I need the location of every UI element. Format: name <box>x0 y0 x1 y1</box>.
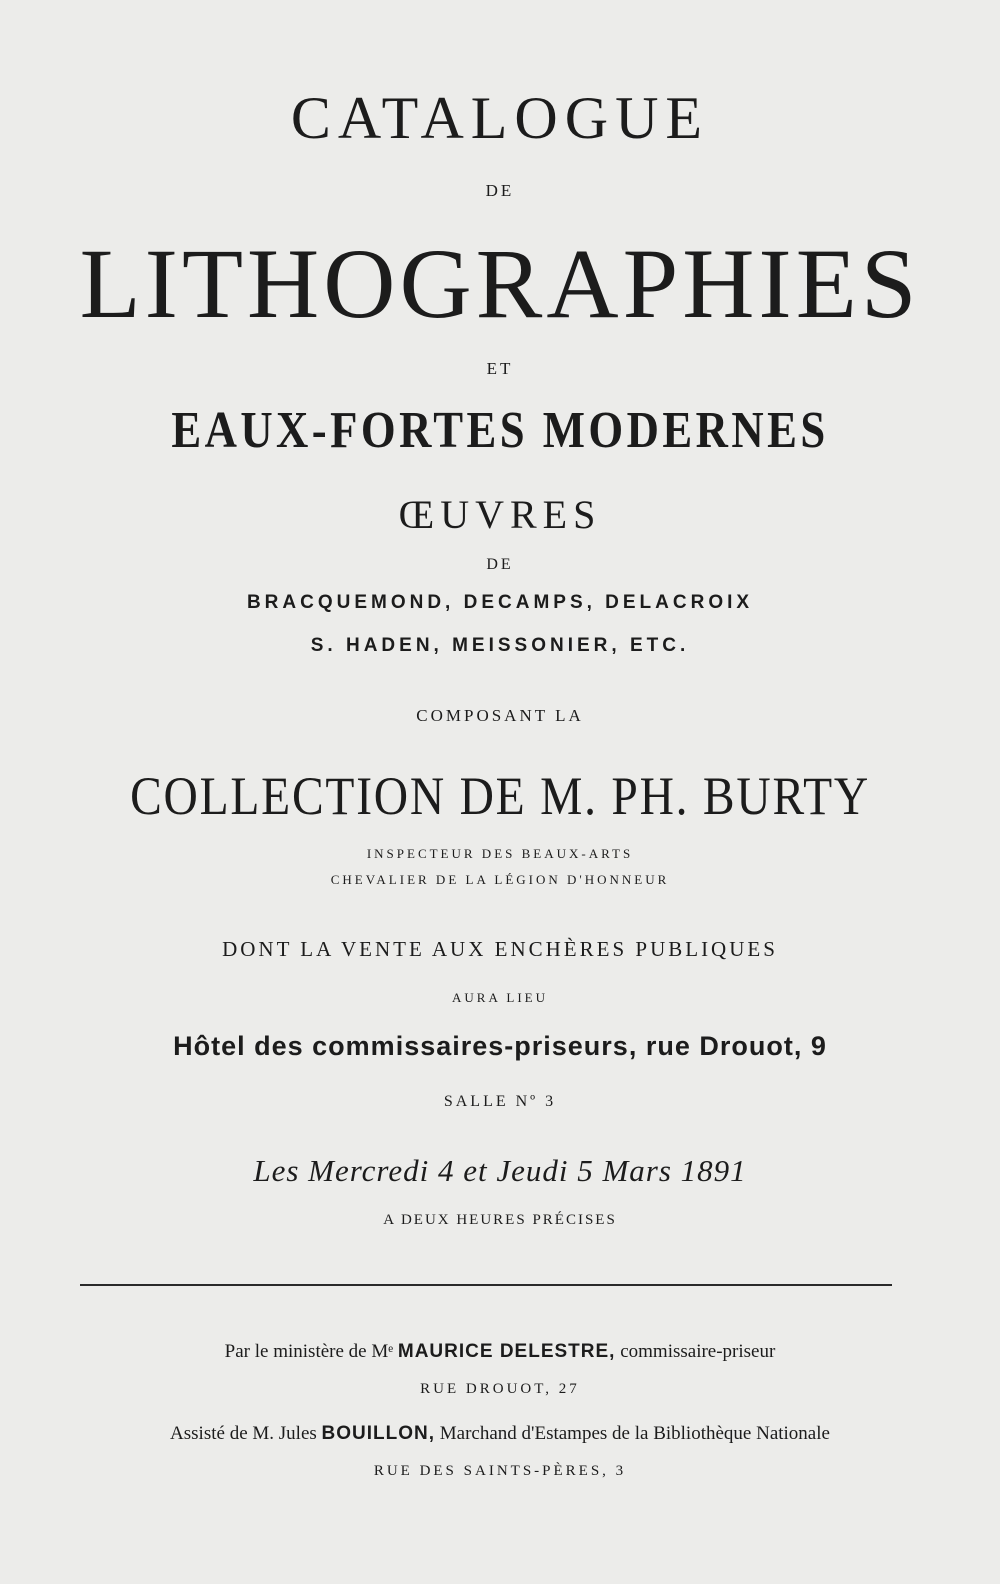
sale-time: A DEUX HEURES PRÉCISES <box>383 1212 617 1228</box>
sale-intro: DONT LA VENTE AUX ENCHÈRES PUBLIQUES <box>222 937 778 961</box>
oeuvres-heading: ŒUVRES <box>398 492 602 537</box>
artists-line-2: S. HADEN, MEISSONIER, ETC. <box>310 635 690 656</box>
expert-name: BOUILLON, <box>321 1423 436 1444</box>
sale-venue: Hôtel des commissaires-priseurs, rue Drouot, 9 <box>173 1031 827 1061</box>
divider-rule <box>80 1284 892 1286</box>
connector-et: ET <box>486 359 514 378</box>
expert-address: RUE DES SAINTS-PÈRES, 3 <box>373 1463 627 1479</box>
ministere-prefix: Par le ministère de Mᵉ <box>224 1341 398 1362</box>
aura-lieu: AURA LIEU <box>452 990 548 1005</box>
auctioneer-name: MAURICE DELESTRE, <box>397 1341 616 1362</box>
auctioneer-line <box>0 1338 1000 1366</box>
sale-room: SALLE Nº 3 <box>443 1093 557 1110</box>
owner-role-2: CHEVALIER DE LA LÉGION D'HONNEUR <box>330 872 670 887</box>
catalogue-heading: CATALOGUE <box>290 85 710 151</box>
main-title: LITHOGRAPHIES <box>79 228 921 339</box>
owner-role-1: INSPECTEUR DES BEAUX-ARTS <box>366 846 634 861</box>
connector-de-2: DE <box>486 556 514 573</box>
auctioneer-title: commissaire-priseur <box>615 1341 776 1362</box>
collection-name: COLLECTION DE M. PH. BURTY <box>130 766 870 826</box>
expert-title: Marchand d'Estampes de la Bibliothèque Nationale <box>435 1423 830 1444</box>
composant-la: COMPOSANT LA <box>416 706 584 725</box>
sale-dates: Les Mercredi 4 et Jeudi 5 Mars 1891 <box>253 1153 747 1188</box>
artists-line-1: BRACQUEMOND, DECAMPS, DELACROIX <box>246 592 754 613</box>
expert-line <box>0 1420 1000 1448</box>
connector-de: DE <box>485 181 515 200</box>
subtitle: EAUX-FORTES MODERNES <box>171 402 829 459</box>
auctioneer-address: RUE DROUOT, 27 <box>420 1381 580 1397</box>
assiste-prefix: Assisté de M. Jules <box>170 1423 322 1444</box>
